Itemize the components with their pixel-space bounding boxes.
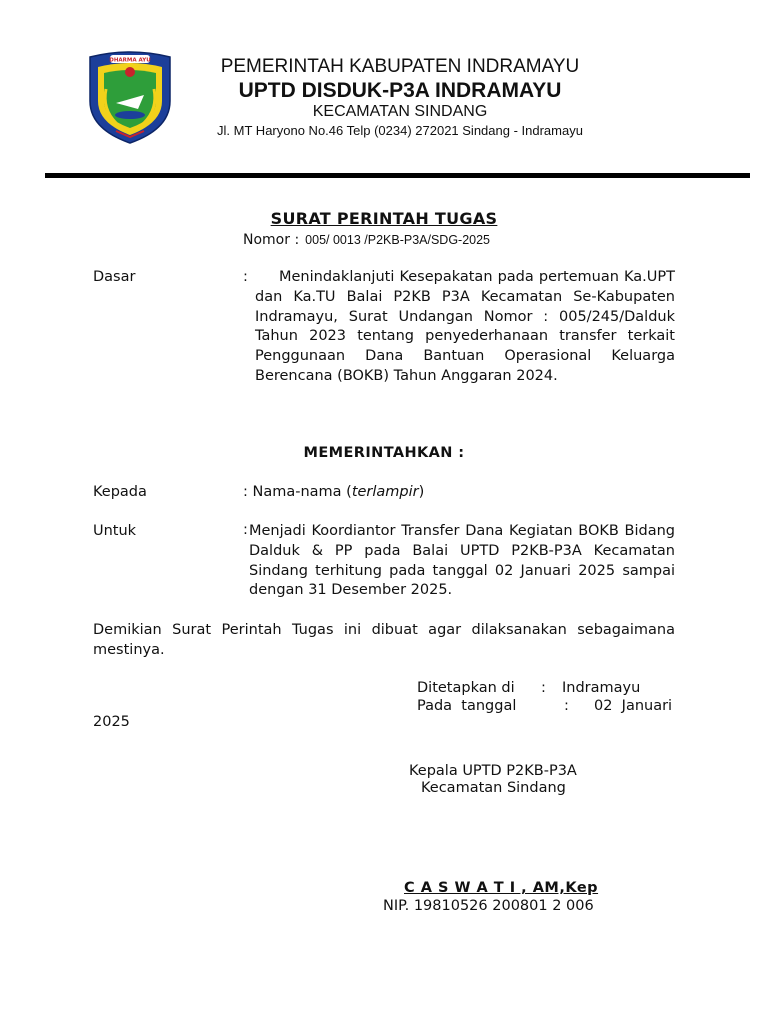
letterhead-address: Jl. MT Haryono No.46 Telp (0234) 272021 Sindang - Indramayu [217,123,583,138]
memerintahkan-heading: MEMERINTAHKAN : [303,445,465,461]
indramayu-emblem-logo [86,49,174,145]
letterhead-divider [45,173,750,178]
letterhead-agency-name: UPTD DISDUK-P3A INDRAMAYU [238,79,562,102]
ditetapkan-colon: : [541,680,546,696]
document-number [243,232,490,248]
logo-motto: DHARMA AYU [109,57,151,64]
kepada-suffix: ) [418,484,425,500]
untuk-colon: : [243,522,248,538]
date-year: 2025 [93,714,130,730]
signer-name: C A S W A T I , AM,Kep [404,880,599,896]
kepada-value [243,484,424,500]
signer-office: Kecamatan Sindang [421,780,566,796]
letterhead-district: KECAMATAN SINDANG [312,103,488,120]
untuk-label: Untuk [93,523,137,539]
document-number-label: Nomor : [243,232,300,248]
date-value: 02 Januari [594,698,673,714]
date-colon: : [564,698,569,714]
ditetapkan-label: Ditetapkan di [417,680,515,696]
kepada-prefix: : Nama-nama ( [243,484,352,500]
signer-position: Kepala UPTD P2KB-P3A [409,763,577,779]
letterhead-government-name: PEMERINTAH KABUPATEN INDRAMAYU [220,56,580,77]
dasar-label: Dasar [93,269,136,285]
untuk-text: Menjadi Koordiantor Transfer Dana Kegiatan BOKB Bidang Dalduk & PP pada Balai UPTD P2KB-P3A Kecamatan Sindang terhitung pada tanggal 02 Januari 2025 sampai dengan 31 Desember 2025. [249,523,675,599]
document-title: SURAT PERINTAH TUGAS [270,209,498,228]
dasar-text: Menindaklanjuti Kesepakatan pada pertemuan Ka.UPT dan Ka.TU Balai P2KB P3A Kecamatan Se-Kabupaten Indramayu, Surat Undangan Nomor : 005/245/Dalduk Tahun 2023 tentang penyederhanaan transfer terkait Penggunaan Dana Bantuan Operasional Keluarga Berencana (BOKB) Tahun Anggaran 2024. [255,269,675,384]
kepada-label: Kepada [93,484,147,500]
signer-nip: NIP. 19810526 200801 2 006 [383,898,594,914]
kepada-attachment-note: terlampir [351,484,419,500]
ditetapkan-place: Indramayu [562,680,641,696]
closing-statement: Demikian Surat Perintah Tugas ini dibuat agar dilaksanakan sebagaimana mestinya. [93,622,675,658]
dasar-colon: : [243,269,248,285]
document-number-value: 005/ 0013 /P2KB-P3A/SDG-2025 [305,233,491,247]
date-label: Pada tanggal [417,698,517,714]
